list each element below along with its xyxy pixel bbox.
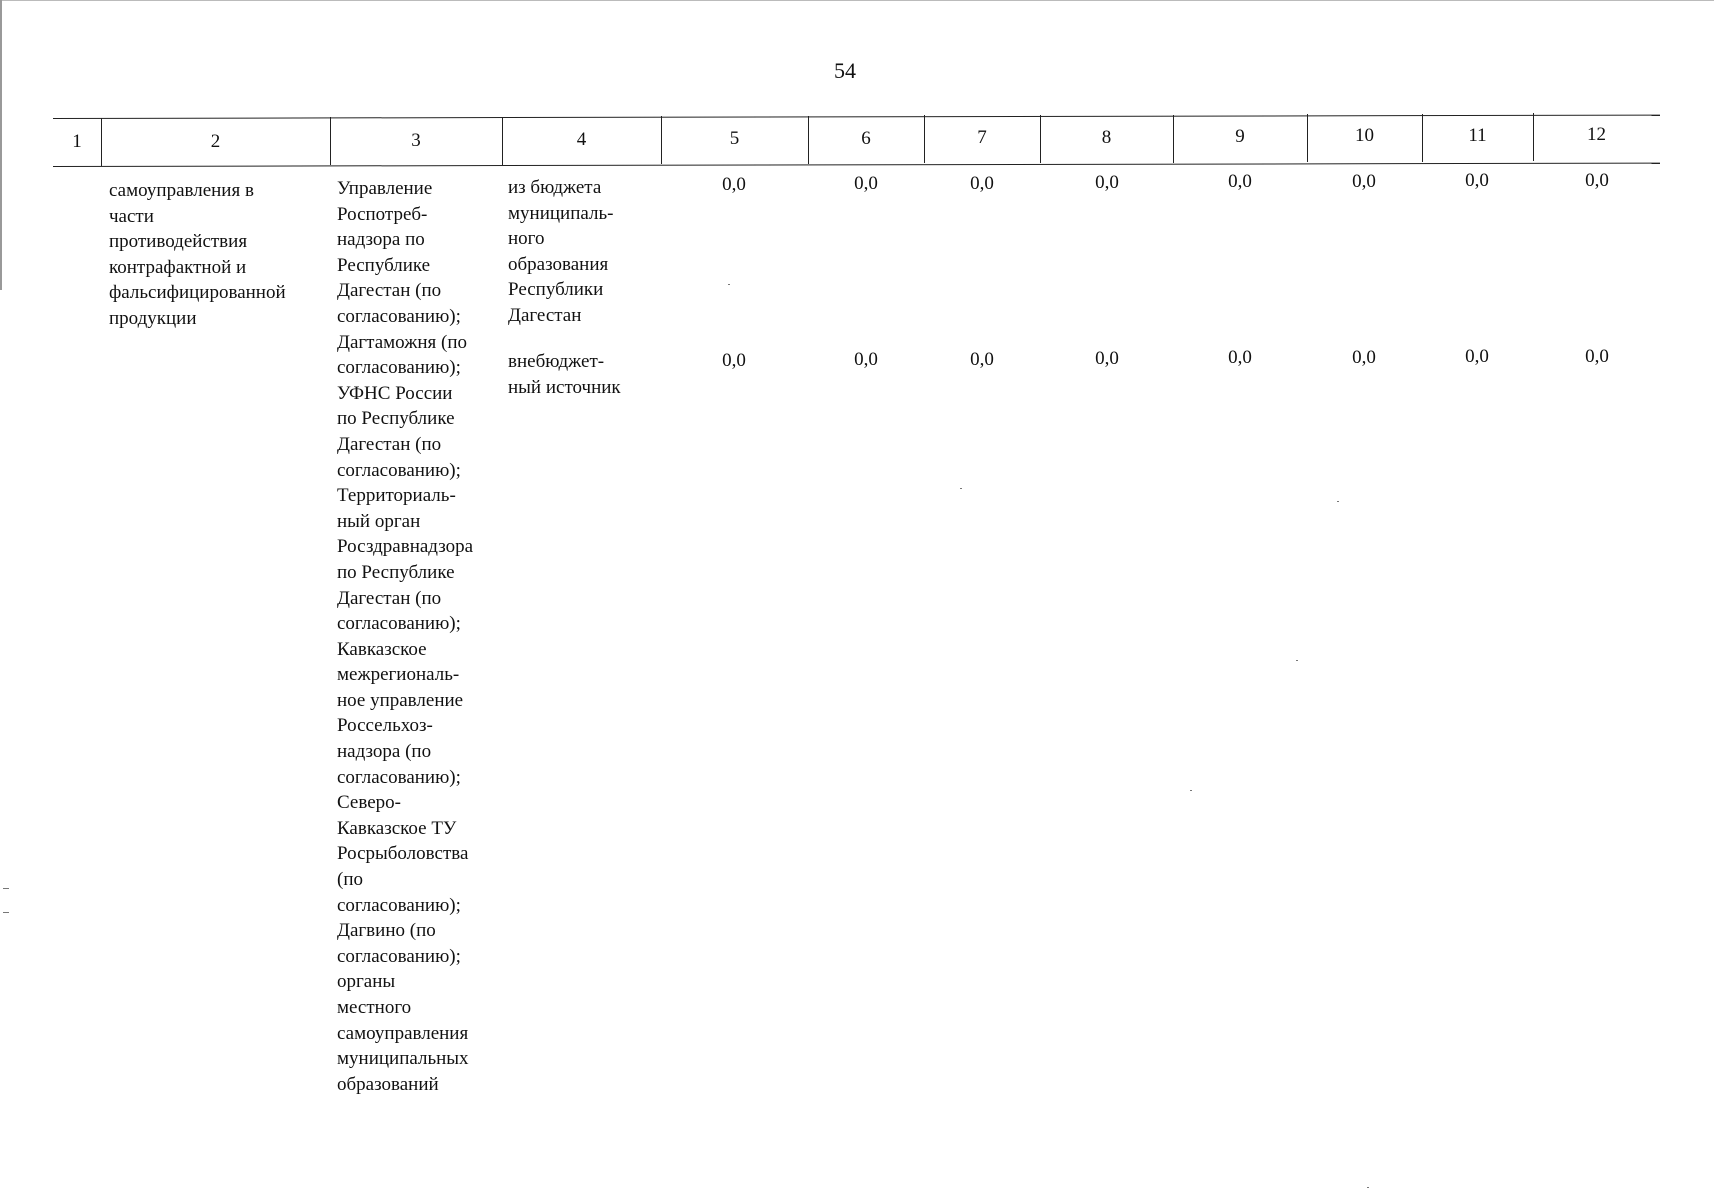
table-top-rule <box>53 115 1660 119</box>
header-bottom-rule <box>53 163 1660 167</box>
value-cell: 0,0 <box>1095 348 1119 369</box>
column-header: 4 <box>576 129 587 150</box>
scan-speck <box>1367 1187 1369 1188</box>
column-header: 3 <box>411 130 421 151</box>
scan-speck <box>1337 501 1339 502</box>
scan-edge-left <box>0 0 2 290</box>
value-cell: 0,0 <box>1228 347 1252 368</box>
column-header: 11 <box>1468 125 1487 146</box>
scan-speck <box>960 488 962 489</box>
value-cell: 0,0 <box>970 349 994 370</box>
value-cell: 0,0 <box>1352 347 1376 368</box>
value-cell: 0,0 <box>1585 346 1609 367</box>
cell-column-4-budget: из бюджета муниципаль- ного образования Республики Дагестан <box>508 177 614 326</box>
scan-speck <box>3 912 9 913</box>
value-cell: 0,0 <box>854 173 878 194</box>
value-cell: 0,0 <box>854 349 878 370</box>
value-cell: 0,0 <box>1095 172 1119 193</box>
page-number: 54 <box>834 58 856 83</box>
scan-speck <box>1190 790 1192 791</box>
value-cell: 0,0 <box>722 350 746 371</box>
scan-speck <box>3 888 9 889</box>
value-cell: 0,0 <box>1228 171 1252 192</box>
value-cell: 0,0 <box>970 173 994 194</box>
cell-column-4-extrabudget: внебюджет- ный источник <box>508 351 621 398</box>
column-header: 7 <box>977 127 987 148</box>
column-header: 5 <box>729 128 740 149</box>
scan-speck <box>728 284 730 285</box>
column-header: 10 <box>1355 125 1374 146</box>
value-cell: 0,0 <box>1465 346 1489 367</box>
value-cell: 0,0 <box>1352 171 1376 192</box>
column-header: 8 <box>1101 127 1112 148</box>
column-header: 6 <box>861 128 871 149</box>
scan-speck <box>1296 660 1298 661</box>
cell-column-3: Управление Роспотреб- надзора по Республике Дагестан (по согласованию); Дагтаможня (по согласованию); УФНС России по Республике Дагестан (по согласованию); Территориаль- ный орган Росздравнадзора по Республике Дагестан (по согласованию); Кавказское межрегиональ- ное управление Россельхоз- надзора (по согласованию); Северо- Кавказское ТУ Росрыболовства (по согласованию); Дагвино (по согласованию); органы местного самоуправления муниципальных образований <box>337 178 474 1095</box>
column-header: 2 <box>210 131 221 152</box>
value-cell: 0,0 <box>1465 170 1489 191</box>
scan-edge-top <box>0 0 1714 1</box>
column-header: 1 <box>72 131 82 152</box>
value-cell: 0,0 <box>722 174 746 195</box>
column-header: 9 <box>1235 126 1245 147</box>
value-cell: 0,0 <box>1585 170 1609 191</box>
cell-column-2: самоуправления в части противодействия контрафактной и фальсифицированной продукции <box>109 180 286 329</box>
column-header: 12 <box>1587 124 1606 145</box>
